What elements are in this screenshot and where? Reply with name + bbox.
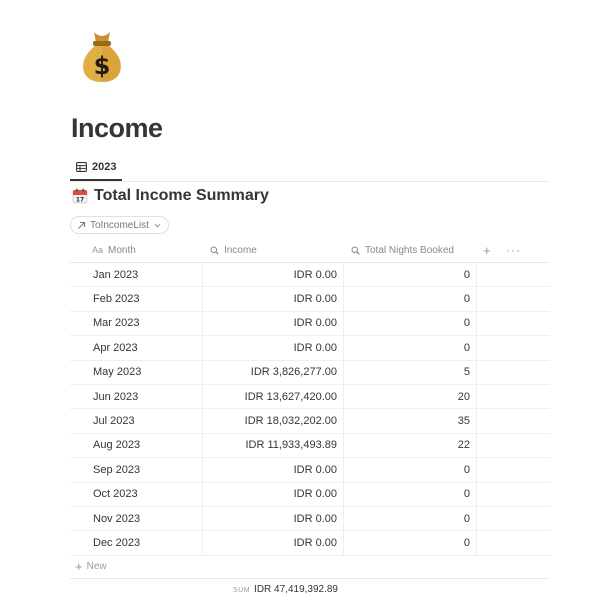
table-row[interactable]	[70, 361, 550, 385]
income-cell[interactable]: IDR 0.00	[203, 287, 344, 310]
income-cell[interactable]: IDR 0.00	[203, 312, 344, 335]
database-title[interactable]: Total Income Summary	[94, 187, 269, 204]
svg-text:17: 17	[75, 196, 85, 204]
table-icon	[76, 162, 87, 172]
month-cell[interactable]: Apr 2023	[70, 336, 203, 359]
income-cell[interactable]: IDR 0.00	[203, 458, 344, 481]
plus-icon: +	[75, 559, 83, 575]
month-cell[interactable]: Jun 2023	[70, 385, 203, 408]
nights-cell[interactable]: 0	[344, 458, 477, 481]
column-header-month[interactable]: Aa Month	[92, 244, 136, 256]
calculation-row	[70, 579, 550, 603]
table-row[interactable]	[70, 287, 550, 311]
new-row-button[interactable]	[70, 556, 550, 579]
nights-cell[interactable]: 0	[344, 531, 477, 554]
page-title: Income	[71, 113, 163, 143]
money-bag-icon[interactable]	[78, 28, 126, 84]
table-row[interactable]	[70, 483, 550, 507]
nights-cell[interactable]: 22	[344, 434, 477, 457]
text-property-icon: Aa	[92, 245, 104, 255]
relation-filter-chip[interactable]	[70, 216, 169, 234]
month-cell[interactable]: Sep 2023	[70, 458, 203, 481]
month-cell[interactable]: Nov 2023	[70, 507, 203, 530]
tab-label: 2023	[92, 161, 117, 173]
table-body	[70, 263, 550, 556]
nights-cell[interactable]: 0	[344, 483, 477, 506]
table-row[interactable]	[70, 263, 550, 287]
search-icon	[351, 246, 360, 255]
view-tabs	[70, 155, 550, 182]
table-row[interactable]	[70, 336, 550, 360]
month-cell[interactable]: Dec 2023	[70, 531, 203, 554]
month-cell[interactable]: Jul 2023	[70, 409, 203, 432]
nights-cell[interactable]: 0	[344, 263, 477, 286]
month-cell[interactable]: Feb 2023	[70, 287, 203, 310]
income-cell[interactable]: IDR 0.00	[203, 336, 344, 359]
calendar-icon[interactable]	[72, 188, 88, 204]
nights-cell[interactable]: 0	[344, 312, 477, 335]
month-cell[interactable]: Aug 2023	[70, 434, 203, 457]
income-table	[70, 238, 550, 603]
income-cell[interactable]: IDR 18,032,202.00	[203, 409, 344, 432]
chevron-down-icon	[153, 221, 162, 230]
table-row[interactable]	[70, 385, 550, 409]
table-row[interactable]	[70, 434, 550, 458]
month-cell[interactable]: Oct 2023	[70, 483, 203, 506]
month-cell[interactable]: Mar 2023	[70, 312, 203, 335]
table-row[interactable]	[70, 458, 550, 482]
table-row[interactable]	[70, 531, 550, 555]
table-header	[70, 238, 550, 263]
filter-chip-label: ToIncomeList	[90, 219, 149, 231]
income-cell[interactable]: IDR 11,933,493.89	[203, 434, 344, 457]
more-options-button[interactable]: ···	[506, 243, 521, 257]
sum-label: SUM	[232, 586, 251, 594]
income-cell[interactable]: IDR 3,826,277.00	[203, 361, 344, 384]
income-cell[interactable]: IDR 0.00	[203, 531, 344, 554]
add-property-button[interactable]: +	[483, 242, 491, 258]
column-header-income[interactable]: Income	[210, 238, 257, 262]
nights-cell[interactable]: 5	[344, 361, 477, 384]
sum-value: IDR 47,419,392.89	[254, 583, 338, 595]
svg-text:$: $	[93, 52, 111, 80]
tab-2023[interactable]	[70, 155, 122, 181]
new-row-label: New	[86, 561, 107, 573]
column-header-total-nights[interactable]: Total Nights Booked	[351, 238, 454, 262]
income-cell[interactable]: IDR 0.00	[203, 263, 344, 286]
arrow-up-right-icon	[77, 221, 86, 230]
income-cell[interactable]: IDR 0.00	[203, 483, 344, 506]
table-row[interactable]	[70, 312, 550, 336]
income-cell[interactable]: IDR 13,627,420.00	[203, 385, 344, 408]
table-row[interactable]	[70, 507, 550, 531]
search-icon	[210, 246, 219, 255]
nights-cell[interactable]: 0	[344, 507, 477, 530]
nights-cell[interactable]: 0	[344, 287, 477, 310]
month-cell[interactable]: May 2023	[70, 361, 203, 384]
month-cell[interactable]: Jan 2023	[70, 263, 203, 286]
nights-cell[interactable]: 20	[344, 385, 477, 408]
nights-cell[interactable]: 35	[344, 409, 477, 432]
nights-cell[interactable]: 0	[344, 336, 477, 359]
income-cell[interactable]: IDR 0.00	[203, 507, 344, 530]
table-row[interactable]	[70, 409, 550, 433]
database-header	[72, 187, 269, 205]
income-sum[interactable]	[233, 584, 338, 595]
